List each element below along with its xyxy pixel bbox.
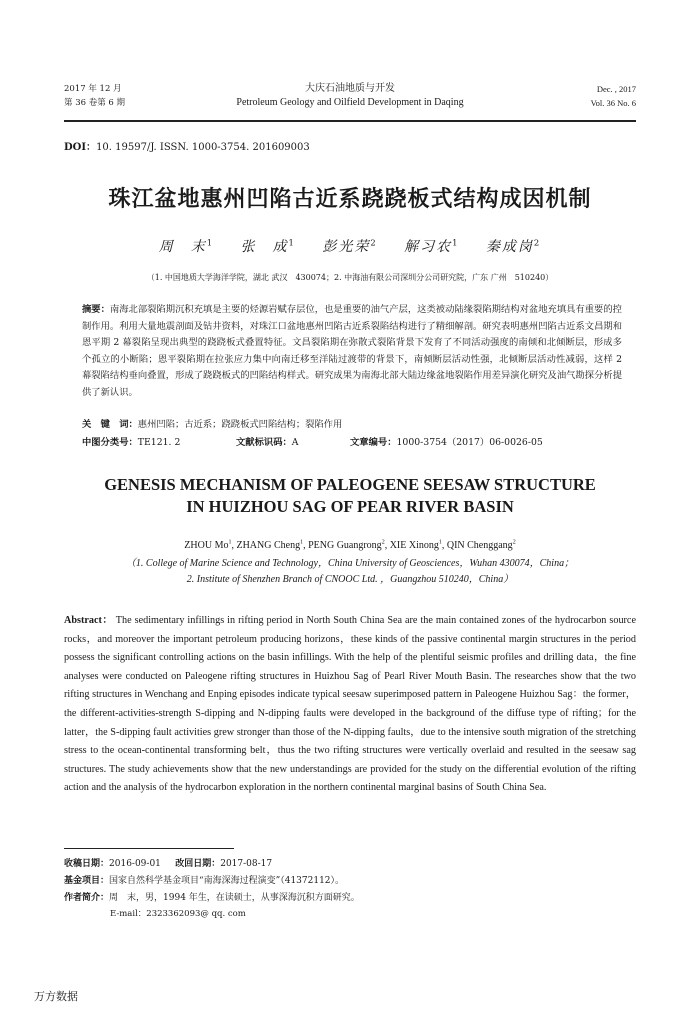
journal-name-en: Petroleum Geology and Oilfield Development in Daqing — [236, 97, 464, 108]
header-date-cn: 2017 年 12 月 — [64, 84, 122, 94]
authors-chinese — [0, 236, 700, 256]
author-en: ZHANG Cheng$^1$ — [236, 539, 304, 551]
affiliation-en-1: （1. College of Marine Science and Technology，China University of Geosciences，Wuhan 430074，China； — [125, 558, 575, 569]
doc-code-value: A — [291, 437, 299, 448]
article-number-value: 1000-3754（2017）06-0026-05 — [396, 437, 543, 448]
journal-name-cn: 大庆石油地质与开发 — [305, 83, 395, 94]
author-en: PENG Guangrong$^2$ — [308, 539, 385, 551]
abstract-english — [64, 612, 636, 798]
author-cn: 解习农$^1$ — [404, 237, 460, 255]
title-english — [0, 474, 700, 518]
clc-label: 中图分类号： — [82, 437, 138, 448]
received-dates: 收稿日期：2016-09-01 改回日期：2017-08-17 — [64, 859, 273, 869]
author-cn: 周 末$^1$ — [158, 237, 215, 255]
funding-info: 基金项目：国家自然科学基金项目“南海深海过程演变”（41372112）。 — [64, 876, 345, 886]
keywords-label: 关 键 词： — [82, 419, 138, 430]
keywords-chinese — [82, 416, 622, 430]
affiliation-chinese: （1. 中国地质大学海洋学院，湖北 武汉 430074；2. 中海油有限公司深圳分公司研究院，广东 广州 510240） — [146, 273, 554, 282]
author-cn: 秦成岗$^2$ — [485, 237, 542, 255]
author-bio: 作者简介：周 末，男，1994 年生，在读硕士，从事深海沉积方面研究。 — [64, 893, 360, 903]
title-en-line2: IN HUIZHOU SAG OF PEAR RIVER BASIN — [186, 497, 514, 516]
keywords-text: 惠州凹陷；古近系；跷跷板式凹陷结构；裂陷作用 — [137, 419, 343, 430]
watermark-text: 万方数据 — [34, 990, 78, 1003]
author-en: ZHOU Mo$^1$ — [184, 539, 232, 551]
header-right — [591, 82, 636, 110]
affiliation-english — [0, 556, 700, 588]
doi-label: DOI： — [64, 142, 97, 153]
footnote-rule — [64, 848, 234, 849]
doi-line — [64, 138, 310, 153]
header-center — [64, 82, 636, 110]
abstract-en-label: Abstract： — [64, 615, 113, 626]
abstract-chinese — [82, 302, 622, 402]
header-issue-cn: 第 36 卷第 6 期 — [64, 98, 126, 108]
doi-value[interactable]: 10. 19597/J. ISSN. 1000-3754. 201609003 — [96, 142, 310, 153]
author-en: QIN Chenggang$^2$ — [446, 539, 516, 551]
author-cn: 彭光荣$^2$ — [322, 237, 378, 255]
header-issue-en: Vol. 36 No. 6 — [590, 98, 636, 108]
clc-value: TE121. 2 — [137, 437, 181, 448]
abstract-cn-label: 摘要： — [82, 304, 110, 315]
title-chinese: 珠江盆地惠州凹陷古近系跷跷板式结构成因机制 — [108, 187, 592, 212]
running-header — [64, 82, 636, 118]
authors-english: ZHOU Mo$^1$, ZHANG Cheng$^1$, PENG Guangrong$^2$, XIE Xinong$^1$, QIN Chenggang$^2$ — [184, 539, 516, 551]
header-date-en: Dec. , 2017 — [596, 84, 636, 94]
header-rule — [64, 120, 636, 122]
title-en-line1: GENESIS MECHANISM OF PALEOGENE SEESAW STRUCTURE — [104, 475, 596, 494]
abstract-en-text: The sedimentary infillings in rifting period in North South China Sea are the main contained zones of the hydrocarbon source rocks，and moreover the important petroleum producing horizons，these kinds of the passive continental margin structures in the period possess the significant controlling actions on the basin infillings. With the help of the plentiful seismic profiles and drilling data，the fine analyses were conducted on Paleogene rifting structures in Huizhou Sag of Pearl River Mouth Basin. The researches show that the two rifting structures in Wenchang and Enping episodes indicate typical seesaw superimposed pattern in Paleogene Huizhou Sag：the former，the different-activities-strength S-dipping and N-dipping faults were developed in the background of the diffuse type of rifting；for the latter，the S-dipping fault activities grew stronger than those of the N-dipping faults，due to the intensive south migration of the stretching stress to the ocean-continental transforming belt，thus the two rifting structures were vertically overlaid and resulted in the seesaw sag structures. The study achievements show that the new understandings are provided for the study on the differential evolution of the rifting action and the analysis of the hydrocarbon exploration in the northern continental marginal basins of South China Sea. — [64, 615, 636, 794]
article-number-label: 文章编号： — [350, 437, 397, 448]
author-cn: 张 成$^1$ — [240, 237, 296, 255]
author-email[interactable]: E-mail：2323362093@ qq. com — [110, 909, 246, 919]
abstract-cn-text: 南海北部裂陷期沉积充填是主要的烃源岩赋存层位，也是重要的油气产层，这类被动陆缘裂陷期结构对盆地充填具有重要的控制作用。利用大量地震剖面及钻井资料，对珠江口盆地惠州凹陷古近系裂陷结构进行了精细解剖。研究表明惠州凹陷古近系文昌期和恩平期 2 幕裂陷呈现出典型的跷跷板式叠置特征。文昌裂陷期在弥散式裂陷背景下发育了不同活动强度的南倾和北倾断层，形成多个孤立的小断陷；恩平裂陷期在拉张应力集中向南迁移至洋陆过渡带的背景下，南倾断层活动性强，北倾断层活动性减弱，这样 2 幕裂陷结构垂向叠置，形成了跷跷板式的凹陷结构样式。研究成果为南海北部大陆边缘盆地裂陷作用差异演化研究及油气勘探分析提供了新认识。 — [82, 304, 622, 398]
author-en: XIE Xinong$^1$ — [389, 539, 442, 551]
affiliation-en-2: 2. Institute of Shenzhen Branch of CNOOC Ltd. ，Guangzhou 510240，China） — [186, 574, 514, 585]
doc-code-label: 文献标识码： — [236, 437, 292, 448]
